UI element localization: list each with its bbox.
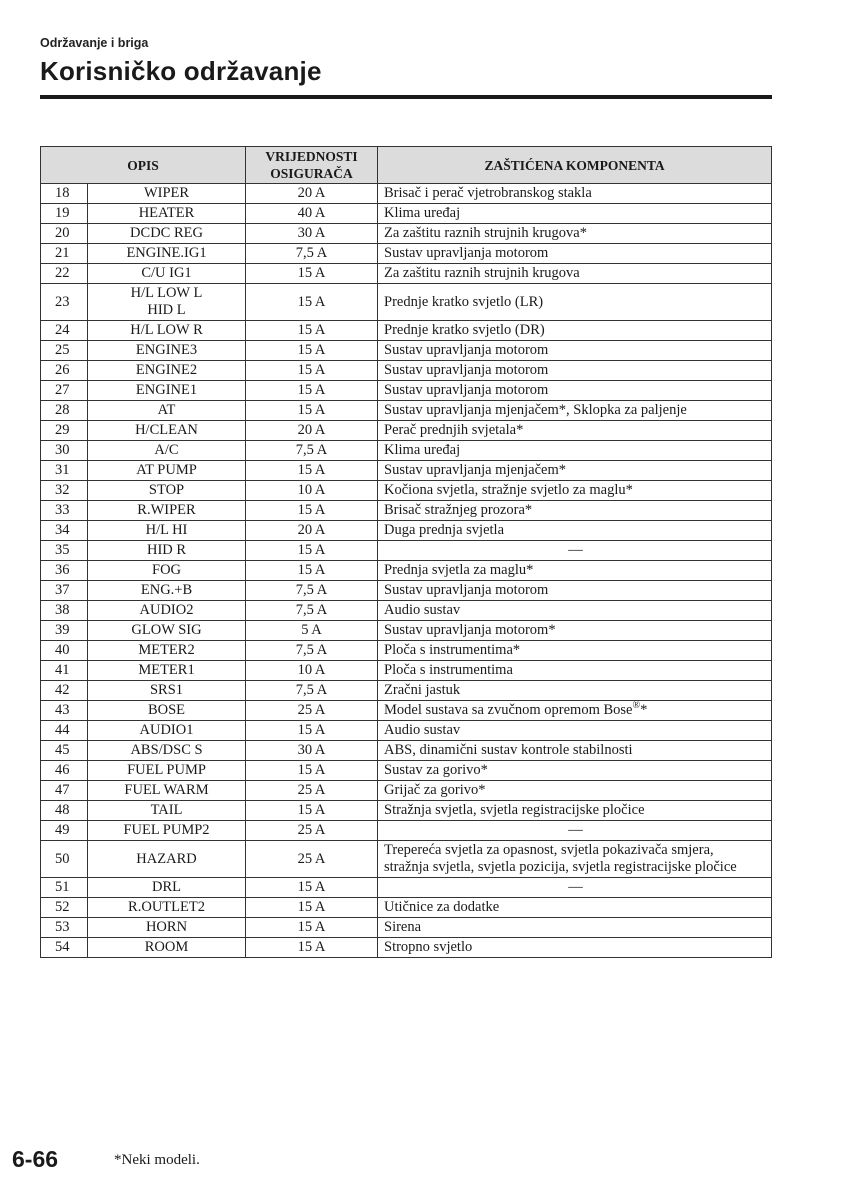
table-row: [41, 661, 772, 681]
fuse-rating: 25 A: [246, 821, 378, 841]
fuse-number: 37: [41, 581, 88, 601]
fuse-rating: 30 A: [246, 741, 378, 761]
protected-component: Sirena: [378, 918, 772, 938]
fuse-name: HAZARD: [88, 841, 246, 878]
protected-component: Audio sustav: [378, 721, 772, 741]
fuse-rating: 30 A: [246, 224, 378, 244]
table-row: [41, 541, 772, 561]
fuse-rating: 7,5 A: [246, 601, 378, 621]
fuse-name: ENG.+B: [88, 581, 246, 601]
fuse-name: FUEL PUMP2: [88, 821, 246, 841]
fuse-rating: 7,5 A: [246, 681, 378, 701]
fuse-number: 46: [41, 761, 88, 781]
fuse-name: AT PUMP: [88, 461, 246, 481]
fuse-number: 53: [41, 918, 88, 938]
registered-mark: ®: [632, 700, 641, 712]
header-komponenta: ZAŠTIĆENA KOMPONENTA: [378, 147, 772, 184]
title-divider: [40, 95, 772, 99]
table-row: [41, 521, 772, 541]
fuse-rating: 15 A: [246, 381, 378, 401]
protected-component-line1: Trepereća svjetla za opasnost, svjetla pokazivača smjera,: [384, 842, 714, 858]
fuse-number: 28: [41, 401, 88, 421]
fuse-name: H/L LOW R: [88, 321, 246, 341]
fuse-name: R.WIPER: [88, 501, 246, 521]
table-row: [41, 918, 772, 938]
fuse-number: 29: [41, 421, 88, 441]
fuse-rating: 7,5 A: [246, 441, 378, 461]
protected-component: [378, 841, 772, 878]
fuse-rating: 15 A: [246, 761, 378, 781]
fuse-name: WIPER: [88, 184, 246, 204]
fuse-number: 21: [41, 244, 88, 264]
table-row: [41, 741, 772, 761]
protected-component: Sustav za gorivo*: [378, 761, 772, 781]
fuse-rating: 15 A: [246, 361, 378, 381]
fuse-name: ROOM: [88, 938, 246, 958]
table-row: [41, 621, 772, 641]
table-row: [41, 821, 772, 841]
fuse-rating: 20 A: [246, 184, 378, 204]
fuse-name-line1: H/L LOW L: [130, 285, 203, 301]
fuse-name: R.OUTLET2: [88, 898, 246, 918]
protected-component: [378, 701, 772, 721]
table-row: [41, 441, 772, 461]
fuse-name: DRL: [88, 878, 246, 898]
fuse-name: ENGINE3: [88, 341, 246, 361]
fuse-number: 44: [41, 721, 88, 741]
fuse-rating: 15 A: [246, 284, 378, 321]
table-row: [41, 321, 772, 341]
protected-component: Za zaštitu raznih strujnih krugova: [378, 264, 772, 284]
protected-component: Za zaštitu raznih strujnih krugova*: [378, 224, 772, 244]
protected-component: Stražnja svjetla, svjetla registracijske pločice: [378, 801, 772, 821]
fuse-number: 18: [41, 184, 88, 204]
fuse-name: ENGINE.IG1: [88, 244, 246, 264]
fuse-name: ENGINE1: [88, 381, 246, 401]
fuse-number: 40: [41, 641, 88, 661]
fuse-number: 19: [41, 204, 88, 224]
fuse-rating: 15 A: [246, 501, 378, 521]
fuse-rating: 7,5 A: [246, 641, 378, 661]
header-vrijednosti-line2: OSIGURAČA: [270, 166, 353, 181]
protected-component: Utičnice za dodatke: [378, 898, 772, 918]
protected-component: Sustav upravljanja motorom: [378, 341, 772, 361]
fuse-number: 48: [41, 801, 88, 821]
header-opis: OPIS: [41, 147, 246, 184]
protected-component: —: [378, 878, 772, 898]
fuse-name: HORN: [88, 918, 246, 938]
fuse-name: STOP: [88, 481, 246, 501]
table-row: [41, 781, 772, 801]
fuse-rating: 15 A: [246, 264, 378, 284]
protected-component: Perač prednjih svjetala*: [378, 421, 772, 441]
fuse-rating: 5 A: [246, 621, 378, 641]
protected-component: Grijač za gorivo*: [378, 781, 772, 801]
fuse-table: [40, 146, 772, 958]
footnote: *Neki modeli.: [114, 1152, 200, 1168]
fuse-rating: 15 A: [246, 938, 378, 958]
protected-component: Sustav upravljanja motorom: [378, 244, 772, 264]
table-row: [41, 761, 772, 781]
table-row: [41, 401, 772, 421]
fuse-rating: 15 A: [246, 461, 378, 481]
protected-component: Sustav upravljanja mjenjačem*: [378, 461, 772, 481]
protected-component-text: Model sustava sa zvučnom opremom Bose: [384, 702, 633, 718]
fuse-number: 20: [41, 224, 88, 244]
fuse-number: 25: [41, 341, 88, 361]
fuse-number: 51: [41, 878, 88, 898]
table-row: [41, 898, 772, 918]
fuse-name: SRS1: [88, 681, 246, 701]
table-row: [41, 264, 772, 284]
table-row: [41, 938, 772, 958]
fuse-name: H/CLEAN: [88, 421, 246, 441]
protected-component: Klima uređaj: [378, 441, 772, 461]
fuse-rating: 15 A: [246, 721, 378, 741]
fuse-rating: 15 A: [246, 918, 378, 938]
table-row: [41, 501, 772, 521]
fuse-rating: 10 A: [246, 481, 378, 501]
fuse-rating: 40 A: [246, 204, 378, 224]
fuse-number: 39: [41, 621, 88, 641]
table-row: [41, 801, 772, 821]
protected-component: Brisač stražnjeg prozora*: [378, 501, 772, 521]
protected-component: Ploča s instrumentima: [378, 661, 772, 681]
table-row: [41, 701, 772, 721]
table-row: [41, 361, 772, 381]
table-row: [41, 204, 772, 224]
protected-component: Brisač i perač vjetrobranskog stakla: [378, 184, 772, 204]
fuse-name: ENGINE2: [88, 361, 246, 381]
protected-component: Audio sustav: [378, 601, 772, 621]
protected-component: —: [378, 821, 772, 841]
table-row: [41, 681, 772, 701]
fuse-name: FUEL PUMP: [88, 761, 246, 781]
fuse-rating: 25 A: [246, 781, 378, 801]
fuse-number: 47: [41, 781, 88, 801]
fuse-rating: 15 A: [246, 341, 378, 361]
fuse-name: FOG: [88, 561, 246, 581]
fuse-number: 30: [41, 441, 88, 461]
protected-component: Prednje kratko svjetlo (LR): [378, 284, 772, 321]
protected-component: Prednje kratko svjetlo (DR): [378, 321, 772, 341]
protected-component: Ploča s instrumentima*: [378, 641, 772, 661]
fuse-rating: 10 A: [246, 661, 378, 681]
fuse-number: 33: [41, 501, 88, 521]
fuse-name: [88, 284, 246, 321]
fuse-number: 42: [41, 681, 88, 701]
table-row: [41, 561, 772, 581]
table-row: [41, 641, 772, 661]
fuse-name: AT: [88, 401, 246, 421]
fuse-rating: 15 A: [246, 321, 378, 341]
fuse-number: 45: [41, 741, 88, 761]
page-title: Korisničko održavanje: [40, 56, 322, 86]
fuse-name: HID R: [88, 541, 246, 561]
table-row: [41, 421, 772, 441]
fuse-name: AUDIO2: [88, 601, 246, 621]
fuse-rating: 25 A: [246, 841, 378, 878]
fuse-number: 38: [41, 601, 88, 621]
fuse-number: 23: [41, 284, 88, 321]
fuse-number: 36: [41, 561, 88, 581]
fuse-number: 27: [41, 381, 88, 401]
fuse-name: AUDIO1: [88, 721, 246, 741]
protected-component: Sustav upravljanja motorom: [378, 381, 772, 401]
fuse-number: 32: [41, 481, 88, 501]
header-vrijednosti: [246, 147, 378, 184]
table-row: [41, 878, 772, 898]
fuse-rating: 25 A: [246, 701, 378, 721]
fuse-number: 34: [41, 521, 88, 541]
protected-component: Sustav upravljanja mjenjačem*, Sklopka za paljenje: [378, 401, 772, 421]
table-row: [41, 481, 772, 501]
fuse-number: 49: [41, 821, 88, 841]
fuse-rating: 15 A: [246, 898, 378, 918]
protected-component: Sustav upravljanja motorom: [378, 581, 772, 601]
fuse-rating: 15 A: [246, 878, 378, 898]
fuse-name: DCDC REG: [88, 224, 246, 244]
fuse-rating: 7,5 A: [246, 244, 378, 264]
fuse-rating: 7,5 A: [246, 581, 378, 601]
fuse-rating: 15 A: [246, 401, 378, 421]
fuse-name-line2: HID L: [147, 302, 186, 318]
fuse-name: HEATER: [88, 204, 246, 224]
section-label: Održavanje i briga: [40, 36, 149, 50]
fuse-name: METER2: [88, 641, 246, 661]
table-header-row: [41, 147, 772, 184]
table-row: [41, 721, 772, 741]
fuse-rating: 15 A: [246, 801, 378, 821]
protected-component: Sustav upravljanja motorom: [378, 361, 772, 381]
fuse-number: 54: [41, 938, 88, 958]
table-row: [41, 601, 772, 621]
fuse-name: GLOW SIG: [88, 621, 246, 641]
protected-component: Klima uređaj: [378, 204, 772, 224]
fuse-name: A/C: [88, 441, 246, 461]
table-row: [41, 244, 772, 264]
fuse-number: 41: [41, 661, 88, 681]
fuse-name: ABS/DSC S: [88, 741, 246, 761]
fuse-name: TAIL: [88, 801, 246, 821]
table-row: [41, 581, 772, 601]
table-row: [41, 381, 772, 401]
fuse-name: METER1: [88, 661, 246, 681]
fuse-number: 24: [41, 321, 88, 341]
header-vrijednosti-line1: VRIJEDNOSTI: [265, 149, 358, 164]
protected-component: —: [378, 541, 772, 561]
protected-component-line2: stražnja svjetla, svjetla pozicija, svjetla registracijske pločice: [384, 859, 737, 875]
fuse-name: H/L HI: [88, 521, 246, 541]
fuse-rating: 20 A: [246, 521, 378, 541]
fuse-number: 31: [41, 461, 88, 481]
table-row: [41, 461, 772, 481]
protected-component: Kočiona svjetla, stražnje svjetlo za maglu*: [378, 481, 772, 501]
table-row: [41, 284, 772, 321]
fuse-rating: 20 A: [246, 421, 378, 441]
protected-component: ABS, dinamični sustav kontrole stabilnosti: [378, 741, 772, 761]
fuse-name: FUEL WARM: [88, 781, 246, 801]
table-row: [41, 841, 772, 878]
footnote-asterisk: *: [640, 702, 648, 718]
fuse-number: 43: [41, 701, 88, 721]
fuse-table-body: [41, 184, 772, 958]
page-number: 6-66: [12, 1146, 59, 1172]
protected-component: Stropno svjetlo: [378, 938, 772, 958]
fuse-number: 22: [41, 264, 88, 284]
fuse-number: 35: [41, 541, 88, 561]
protected-component: Duga prednja svjetla: [378, 521, 772, 541]
fuse-number: 52: [41, 898, 88, 918]
protected-component: Zračni jastuk: [378, 681, 772, 701]
table-row: [41, 224, 772, 244]
table-row: [41, 341, 772, 361]
fuse-name: BOSE: [88, 701, 246, 721]
protected-component: Prednja svjetla za maglu*: [378, 561, 772, 581]
table-row: [41, 184, 772, 204]
fuse-number: 26: [41, 361, 88, 381]
fuse-name: C/U IG1: [88, 264, 246, 284]
fuse-number: 50: [41, 841, 88, 878]
fuse-rating: 15 A: [246, 541, 378, 561]
protected-component: Sustav upravljanja motorom*: [378, 621, 772, 641]
fuse-rating: 15 A: [246, 561, 378, 581]
